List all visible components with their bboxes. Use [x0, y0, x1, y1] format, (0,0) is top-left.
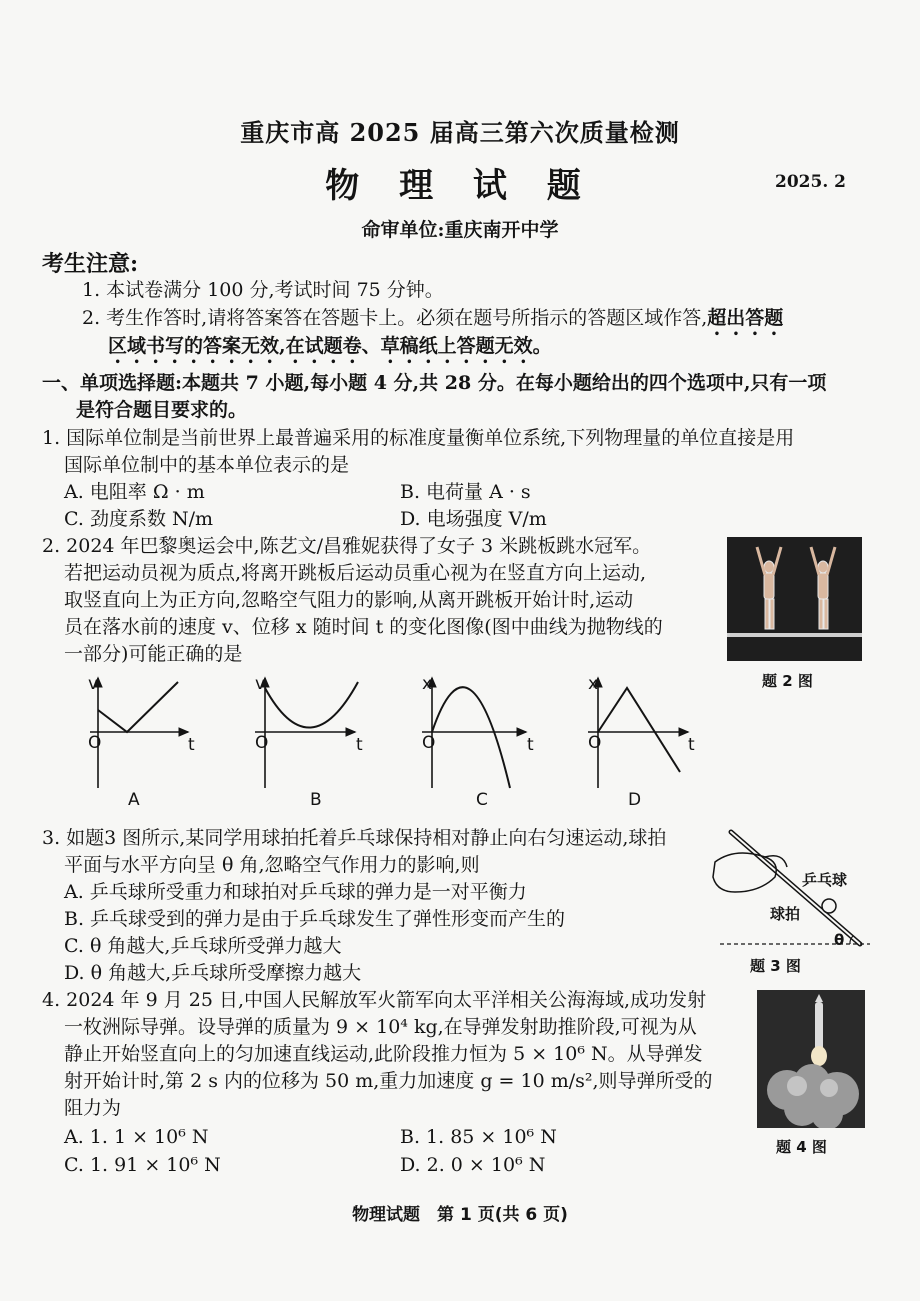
- graph-b-origin: O: [255, 733, 269, 753]
- q4-option-b: B. 1. 85 × 10⁶ N: [400, 1126, 557, 1148]
- graph-d-ylabel: x: [588, 674, 599, 694]
- q4-stem-line4: 射开始计时,第 2 s 内的位移为 50 m,重力加速度 g = 10 m/s²,则导弹所受的: [64, 1070, 713, 1092]
- q3-option-c: C. θ 角越大,乒乓球所受弹力越大: [64, 935, 342, 957]
- q3-paddle-figure: [705, 822, 875, 952]
- q3-stem-line1: 3. 如题3 图所示,某同学用球拍托着乒乓球保持相对静止向右匀速运动,球拍: [42, 827, 667, 849]
- graph-d-option: D: [628, 790, 642, 810]
- q2-divers-illustration: [727, 537, 862, 661]
- q1-stem-line1: 1. 国际单位制是当前世界上最普遍采用的标准度量衡单位系统,下列物理量的单位直接是用: [42, 427, 795, 449]
- q2-graphs: [70, 670, 710, 815]
- q1-option-b: B. 电荷量 A · s: [400, 481, 531, 503]
- q2-figure-caption: 题 2 图: [762, 672, 813, 690]
- setter-unit: 命审单位:重庆南开中学: [361, 219, 559, 241]
- q3-figure-caption: 题 3 图: [750, 957, 801, 975]
- graph-a-origin: O: [88, 733, 102, 753]
- q3-ball-label: 乒乓球: [802, 871, 848, 889]
- q2-stem-line2: 若把运动员视为质点,将离开跳板后运动员重心视为在竖直方向上运动,: [64, 562, 647, 584]
- q4-option-a: A. 1. 1 × 10⁶ N: [64, 1126, 209, 1148]
- section-heading-line2: 是符合题目要求的。: [76, 399, 248, 421]
- q3-angle-label: θ: [834, 931, 845, 949]
- q3-stem-line2: 平面与水平方向呈 θ 角,忽略空气作用力的影响,则: [64, 854, 480, 876]
- q4-figure-caption: 题 4 图: [776, 1138, 827, 1156]
- q4-missile-photo: [757, 990, 865, 1128]
- exam-title: 重庆市高 2025 届高三第六次质量检测: [240, 118, 680, 147]
- q1-stem-line2: 国际单位制中的基本单位表示的是: [64, 454, 350, 476]
- graph-b: [255, 678, 358, 788]
- q4-option-c: C. 1. 91 × 10⁶ N: [64, 1154, 221, 1176]
- graph-a: [90, 678, 188, 788]
- graph-c-option: C: [476, 790, 488, 810]
- graph-b-ylabel: v: [255, 674, 266, 694]
- graph-c-origin: O: [422, 733, 436, 753]
- graph-b-option: B: [310, 790, 322, 810]
- q3-paddle-label: 球拍: [770, 905, 801, 923]
- q2-stem-line3: 取竖直向上为正方向,忽略空气阻力的影响,从离开跳板开始计时,运动: [64, 589, 634, 611]
- graph-d: [588, 678, 688, 788]
- exam-date: 2025. 2: [775, 172, 846, 192]
- graph-a-option: A: [128, 790, 140, 810]
- q1-option-d: D. 电场强度 V/m: [400, 508, 547, 530]
- q2-stem-line5: 一部分)可能正确的是: [64, 643, 243, 665]
- graph-c-xlabel: t: [527, 735, 534, 755]
- q4-option-d: D. 2. 0 × 10⁶ N: [400, 1154, 546, 1176]
- q1-option-a: A. 电阻率 Ω · m: [64, 481, 205, 503]
- notice-item-2-text: 2. 考生作答时,请将答案答在答题卡上。必须在题号所指示的答题区域作答,: [82, 307, 708, 329]
- graph-d-xlabel: t: [688, 735, 695, 755]
- section-heading: 一、单项选择题:本题共 7 小题,每小题 4 分,共 28 分。在每小题给出的四个选项中,只有一项: [42, 372, 827, 394]
- notice-item-1: 1. 本试卷满分 100 分,考试时间 75 分钟。: [82, 279, 444, 301]
- graph-a-ylabel: v: [88, 674, 99, 694]
- q4-stem-line3: 静止开始竖直向上的匀加速直线运动,此阶段推力恒为 5 × 10⁶ N。从导弹发: [64, 1043, 703, 1065]
- q2-stem-line1: 2. 2024 年巴黎奥运会中,陈艺文/昌雅妮获得了女子 3 米跳板跳水冠军。: [42, 535, 652, 557]
- q3-option-d: D. θ 角越大,乒乓球所受摩擦力越大: [64, 962, 362, 984]
- q4-missile-illustration: [757, 990, 865, 1128]
- subject-title: 物 理 试 题: [325, 166, 595, 206]
- graph-b-xlabel: t: [356, 735, 363, 755]
- notice-item-2-line2: 区域书写的答案无效,在试题卷、草稿纸上答题无效。: [108, 335, 552, 357]
- q2-stem-line4: 员在落水前的速度 v、位移 x 随时间 t 的变化图像(图中曲线为抛物线的: [64, 616, 663, 638]
- graph-a-xlabel: t: [188, 735, 195, 755]
- graph-c-ylabel: x: [422, 674, 433, 694]
- page-footer: 物理试题 第 1 页(共 6 页): [352, 1205, 568, 1225]
- graph-d-origin: O: [588, 733, 602, 753]
- graph-c: [422, 678, 526, 788]
- q2-divers-photo: [727, 537, 862, 661]
- q3-option-a: A. 乒乓球所受重力和球拍对乒乓球的弹力是一对平衡力: [64, 881, 527, 903]
- q3-option-b: B. 乒乓球受到的弹力是由于乒乓球发生了弹性形变而产生的: [64, 908, 566, 930]
- q1-option-c: C. 劲度系数 N/m: [64, 508, 214, 530]
- notice-item-2-emphasis: 超出答题: [707, 307, 784, 329]
- q4-stem-line2: 一枚洲际导弹。设导弹的质量为 9 × 10⁴ kg,在导弹发射助推阶段,可视为从: [64, 1016, 697, 1038]
- q4-stem-line5: 阻力为: [64, 1097, 122, 1119]
- q4-stem-line1: 4. 2024 年 9 月 25 日,中国人民解放军火箭军向太平洋相关公海海域,成功发射: [42, 989, 707, 1011]
- notice-heading: 考生注意:: [42, 251, 139, 277]
